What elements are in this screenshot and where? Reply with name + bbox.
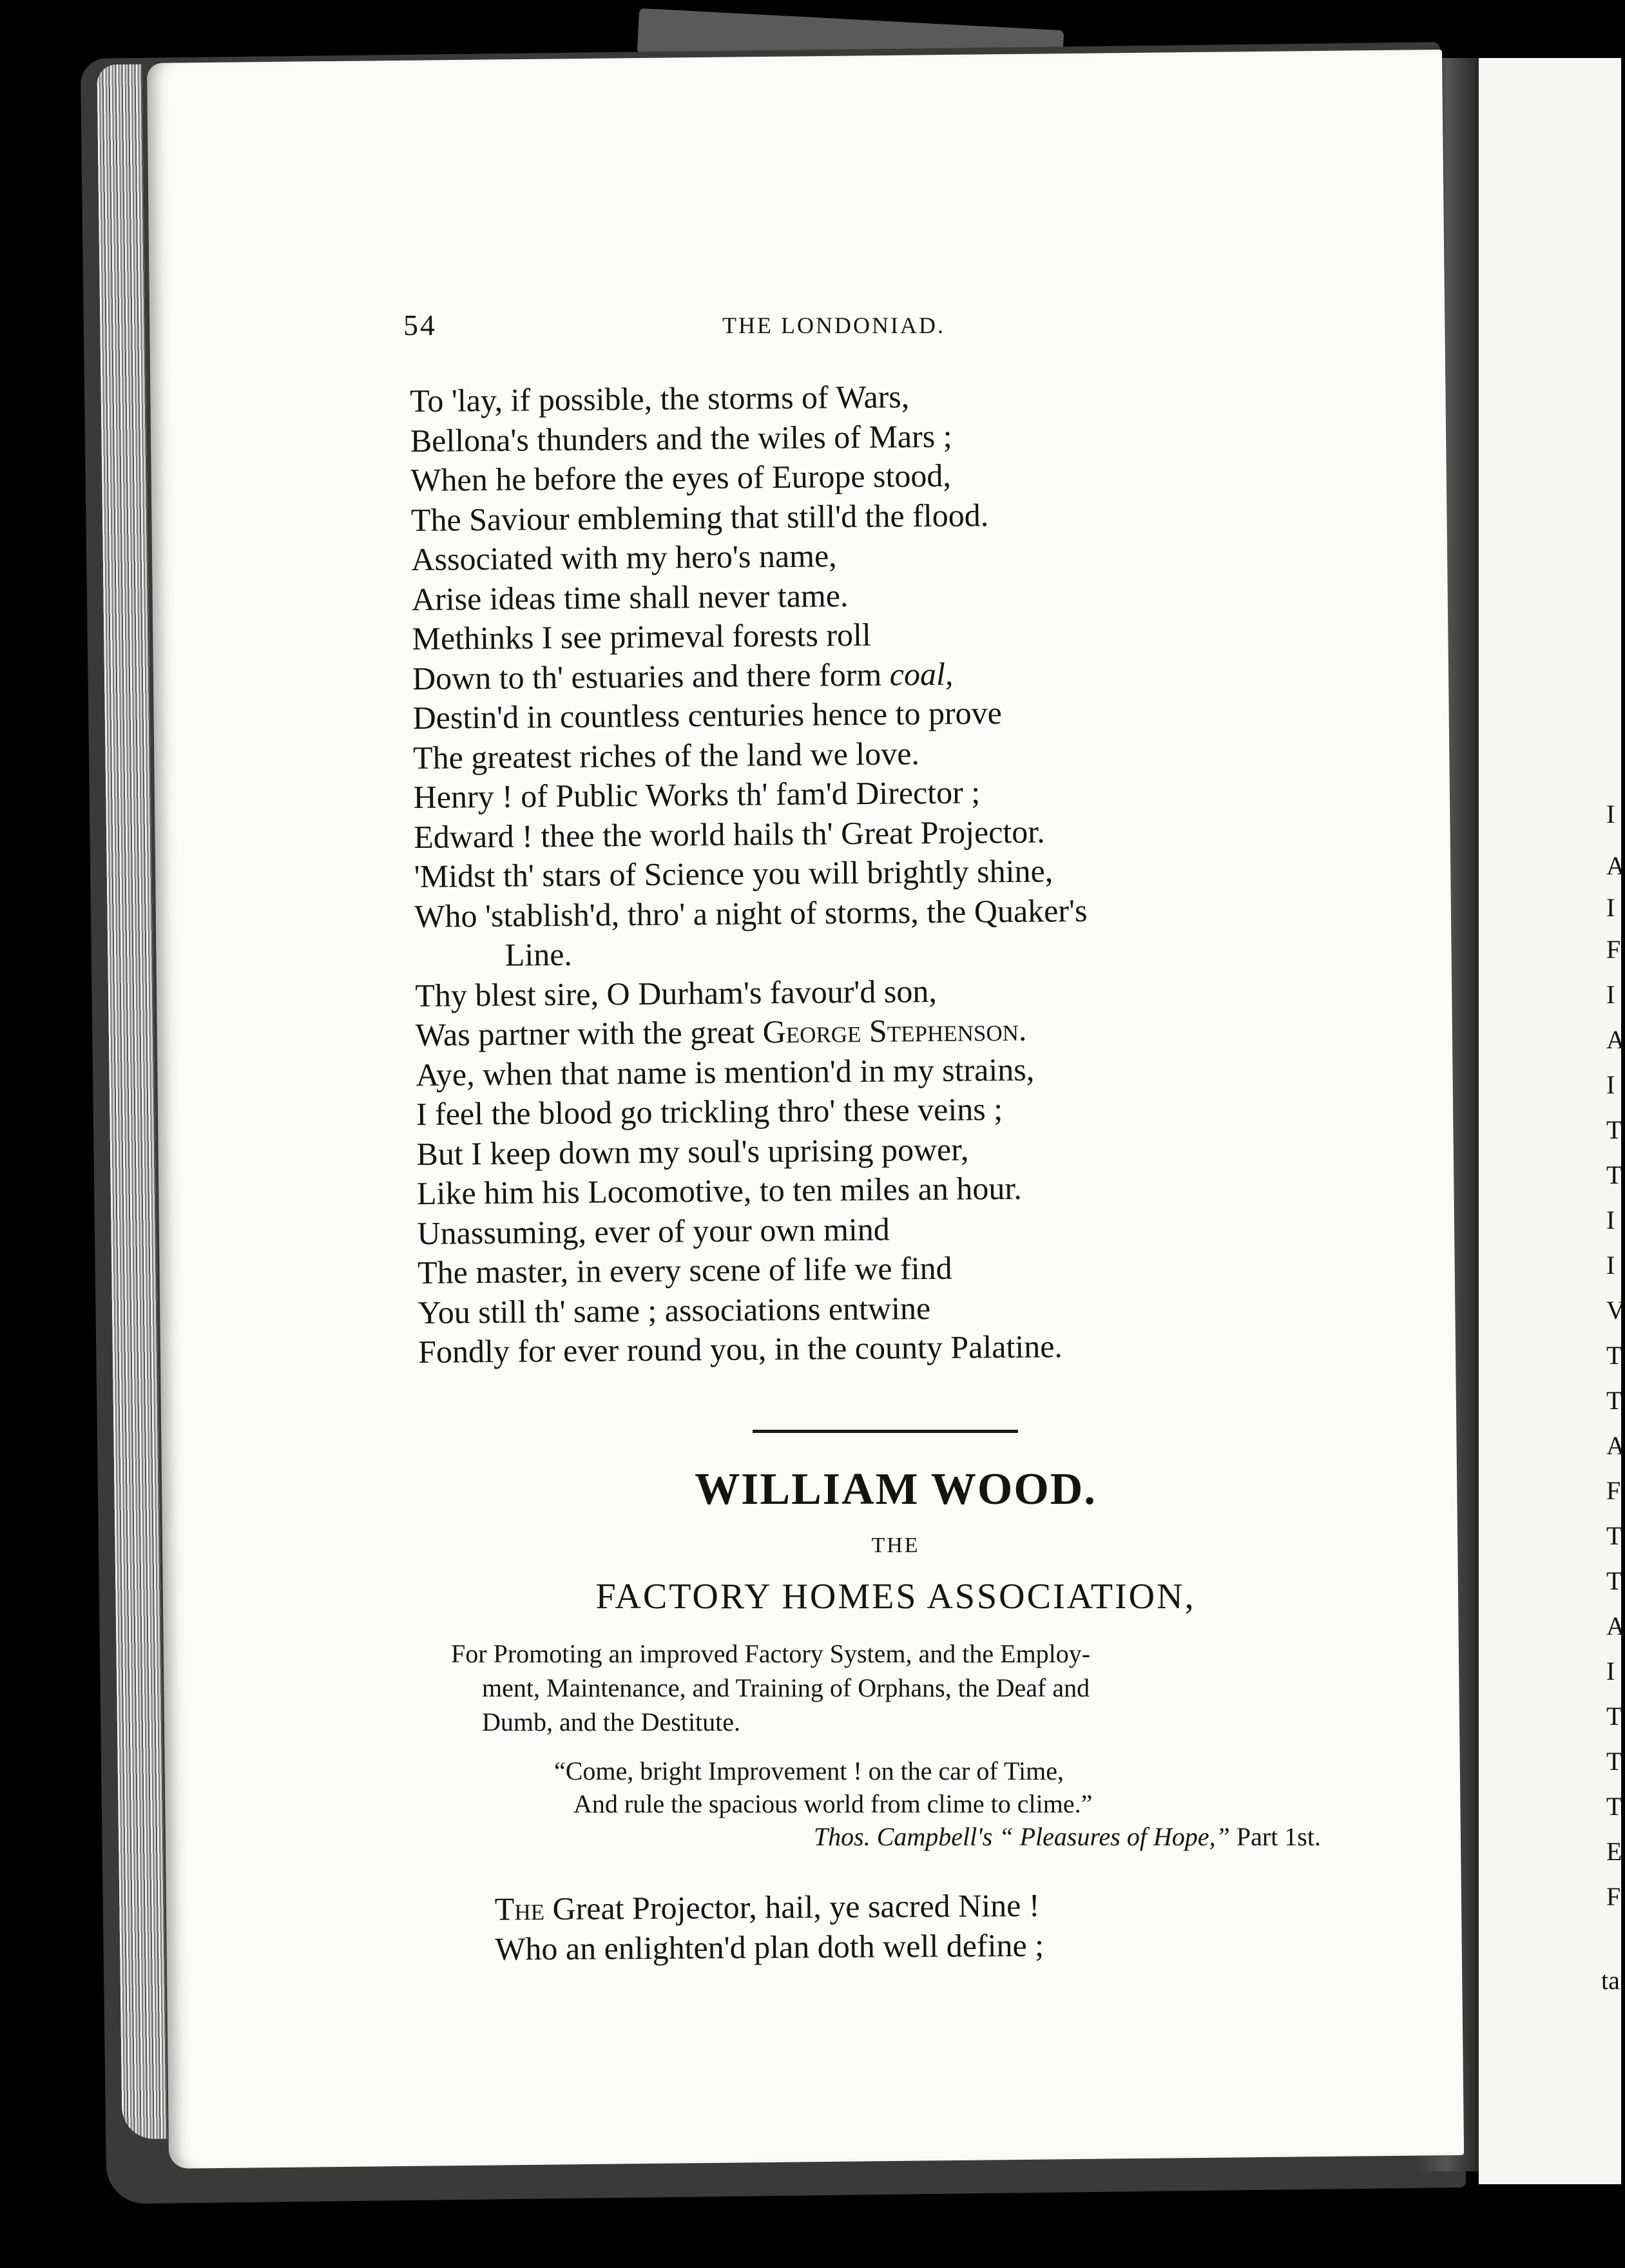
poem-line: Edward ! thee the world hails th' Great Projector. (413, 812, 1045, 855)
facing-page-letter: I (1606, 893, 1615, 922)
facing-page-letter: T (1606, 1747, 1622, 1776)
epigraph-attribution (554, 1820, 1340, 1853)
poem-line: Bellona's thunders and the wiles of Mars ; (410, 418, 952, 459)
facing-page-letter: T (1606, 1115, 1622, 1144)
poem-line: Who 'stablish'd, thro' a night of storms, the Quaker's (414, 892, 1088, 934)
poem-line-continuation: Line. (505, 936, 573, 973)
poem-line: When he before the eyes of Europe stood, (410, 457, 952, 498)
poem-line: The master, in every scene of life we find (417, 1249, 952, 1291)
facing-page-letter: I (1606, 800, 1615, 829)
poem-line: 'Midst th' stars of Science you will brightly shine, (414, 852, 1053, 894)
poem-line: I feel the blood go trickling thro' these veins ; (416, 1091, 1003, 1132)
section-description (451, 1637, 1366, 1739)
italic-word: coal, (889, 655, 954, 693)
poem-line (495, 1883, 1365, 1928)
facing-page-letter: A (1606, 1025, 1625, 1054)
description-line: For Promoting an improved Factory System, and the Employ- (451, 1639, 1091, 1668)
poem-line: Fondly for ever round you, in the county Palatine. (418, 1328, 1063, 1370)
section-article: THE (871, 1533, 920, 1557)
facing-page-letter: V (1606, 1296, 1625, 1325)
page-number: 54 (403, 309, 437, 341)
poem-line: Aye, when that name is mention'd in my strains, (416, 1051, 1035, 1093)
poem-line: Associated with my hero's name, (411, 537, 837, 577)
epigraph-part: Part 1st. (1236, 1822, 1321, 1851)
poem-line-text: Great Projector, hail, ye sacred Nine ! (552, 1887, 1040, 1927)
poem-line: Unassuming, ever of your own mind (417, 1211, 890, 1251)
running-head: THE LONDONIAD. (722, 312, 945, 338)
poem-line: Henry ! of Public Works th' fam'd Director ; (413, 774, 981, 815)
facing-page-letter: I (1606, 980, 1615, 1009)
facing-page-letter: T (1606, 1566, 1622, 1595)
facing-page-letter: E (1606, 1837, 1622, 1866)
epigraph-line: “Come, bright Improvement ! on the car of Time, (554, 1756, 1064, 1785)
poem-line: To 'lay, if possible, the storms of Wars, (410, 378, 910, 419)
poem-line: Methinks I see primeval forests roll (412, 616, 872, 657)
poem-line: Like him his Locomotive, to ten miles an hour. (416, 1169, 1022, 1211)
facing-page-letter: A (1606, 1431, 1625, 1460)
facing-page-letter: T (1606, 1160, 1622, 1189)
facing-page-letter: I (1606, 1070, 1615, 1099)
poem-line: Thy blest sire, O Durham's favour'd son, (415, 972, 938, 1014)
facing-page-fragment (1479, 58, 1625, 2184)
section-title: WILLIAM WOOD. (695, 1465, 1097, 1514)
facing-page-letter: T (1606, 1792, 1622, 1821)
facing-page-letter: F (1606, 1476, 1621, 1505)
poem-line-text: Down to th' estuaries and there form (412, 656, 882, 697)
facing-page-letter: ta (1601, 1966, 1620, 1995)
facing-page-letter: T (1606, 1521, 1622, 1550)
facing-page-letter: I (1606, 1251, 1615, 1280)
poem-line: The greatest riches of the land we love. (412, 735, 920, 776)
page-header (403, 308, 1325, 347)
facing-page-letter: T (1606, 1386, 1622, 1415)
poem-continuation (495, 1883, 1365, 1968)
poem-line: Destin'd in countless centuries hence to prove (412, 695, 1003, 736)
epigraph-author: Thos. Campbell's (813, 1822, 993, 1851)
small-caps-name: George Stephenson. (762, 1011, 1027, 1050)
description-line: Dumb, and the Destitute. (482, 1707, 741, 1736)
facing-page-letter: I (1606, 1657, 1615, 1686)
facing-page-letter: F (1606, 935, 1621, 964)
facing-page-letter: A (1606, 1611, 1625, 1640)
poem-line: Who an enlighten'd plan doth well define ; (495, 1927, 1044, 1967)
section-subtitle: FACTORY HOMES ASSOCIATION, (595, 1577, 1196, 1617)
facing-page-letter: T (1606, 1341, 1622, 1370)
epigraph-work: “ Pleasures of Hope,” (999, 1822, 1230, 1851)
poem-line: But I keep down my soul's uprising power, (416, 1130, 969, 1172)
epigraph-line: And rule the spacious world from clime to clime.” (573, 1789, 1093, 1818)
description-line: ment, Maintenance, and Training of Orphans, the Deaf and (482, 1673, 1090, 1702)
facing-page-letter: I (1606, 1206, 1615, 1235)
poem-line: Arise ideas time shall never tame. (411, 577, 849, 617)
facing-page-letter: F (1606, 1882, 1621, 1911)
facing-page-letter: T (1606, 1702, 1622, 1731)
epigraph (554, 1754, 1340, 1853)
poem-line: You still th' same ; associations entwine (418, 1289, 931, 1331)
small-caps-lead: The (494, 1890, 545, 1927)
poem-line-text: Was partner with the great (415, 1014, 755, 1053)
facing-page-letter: A (1606, 851, 1625, 880)
section-divider (753, 1430, 1018, 1433)
poem-line: The Saviour embleming that still'd the flood. (410, 496, 989, 538)
poem-block (410, 372, 1423, 1372)
